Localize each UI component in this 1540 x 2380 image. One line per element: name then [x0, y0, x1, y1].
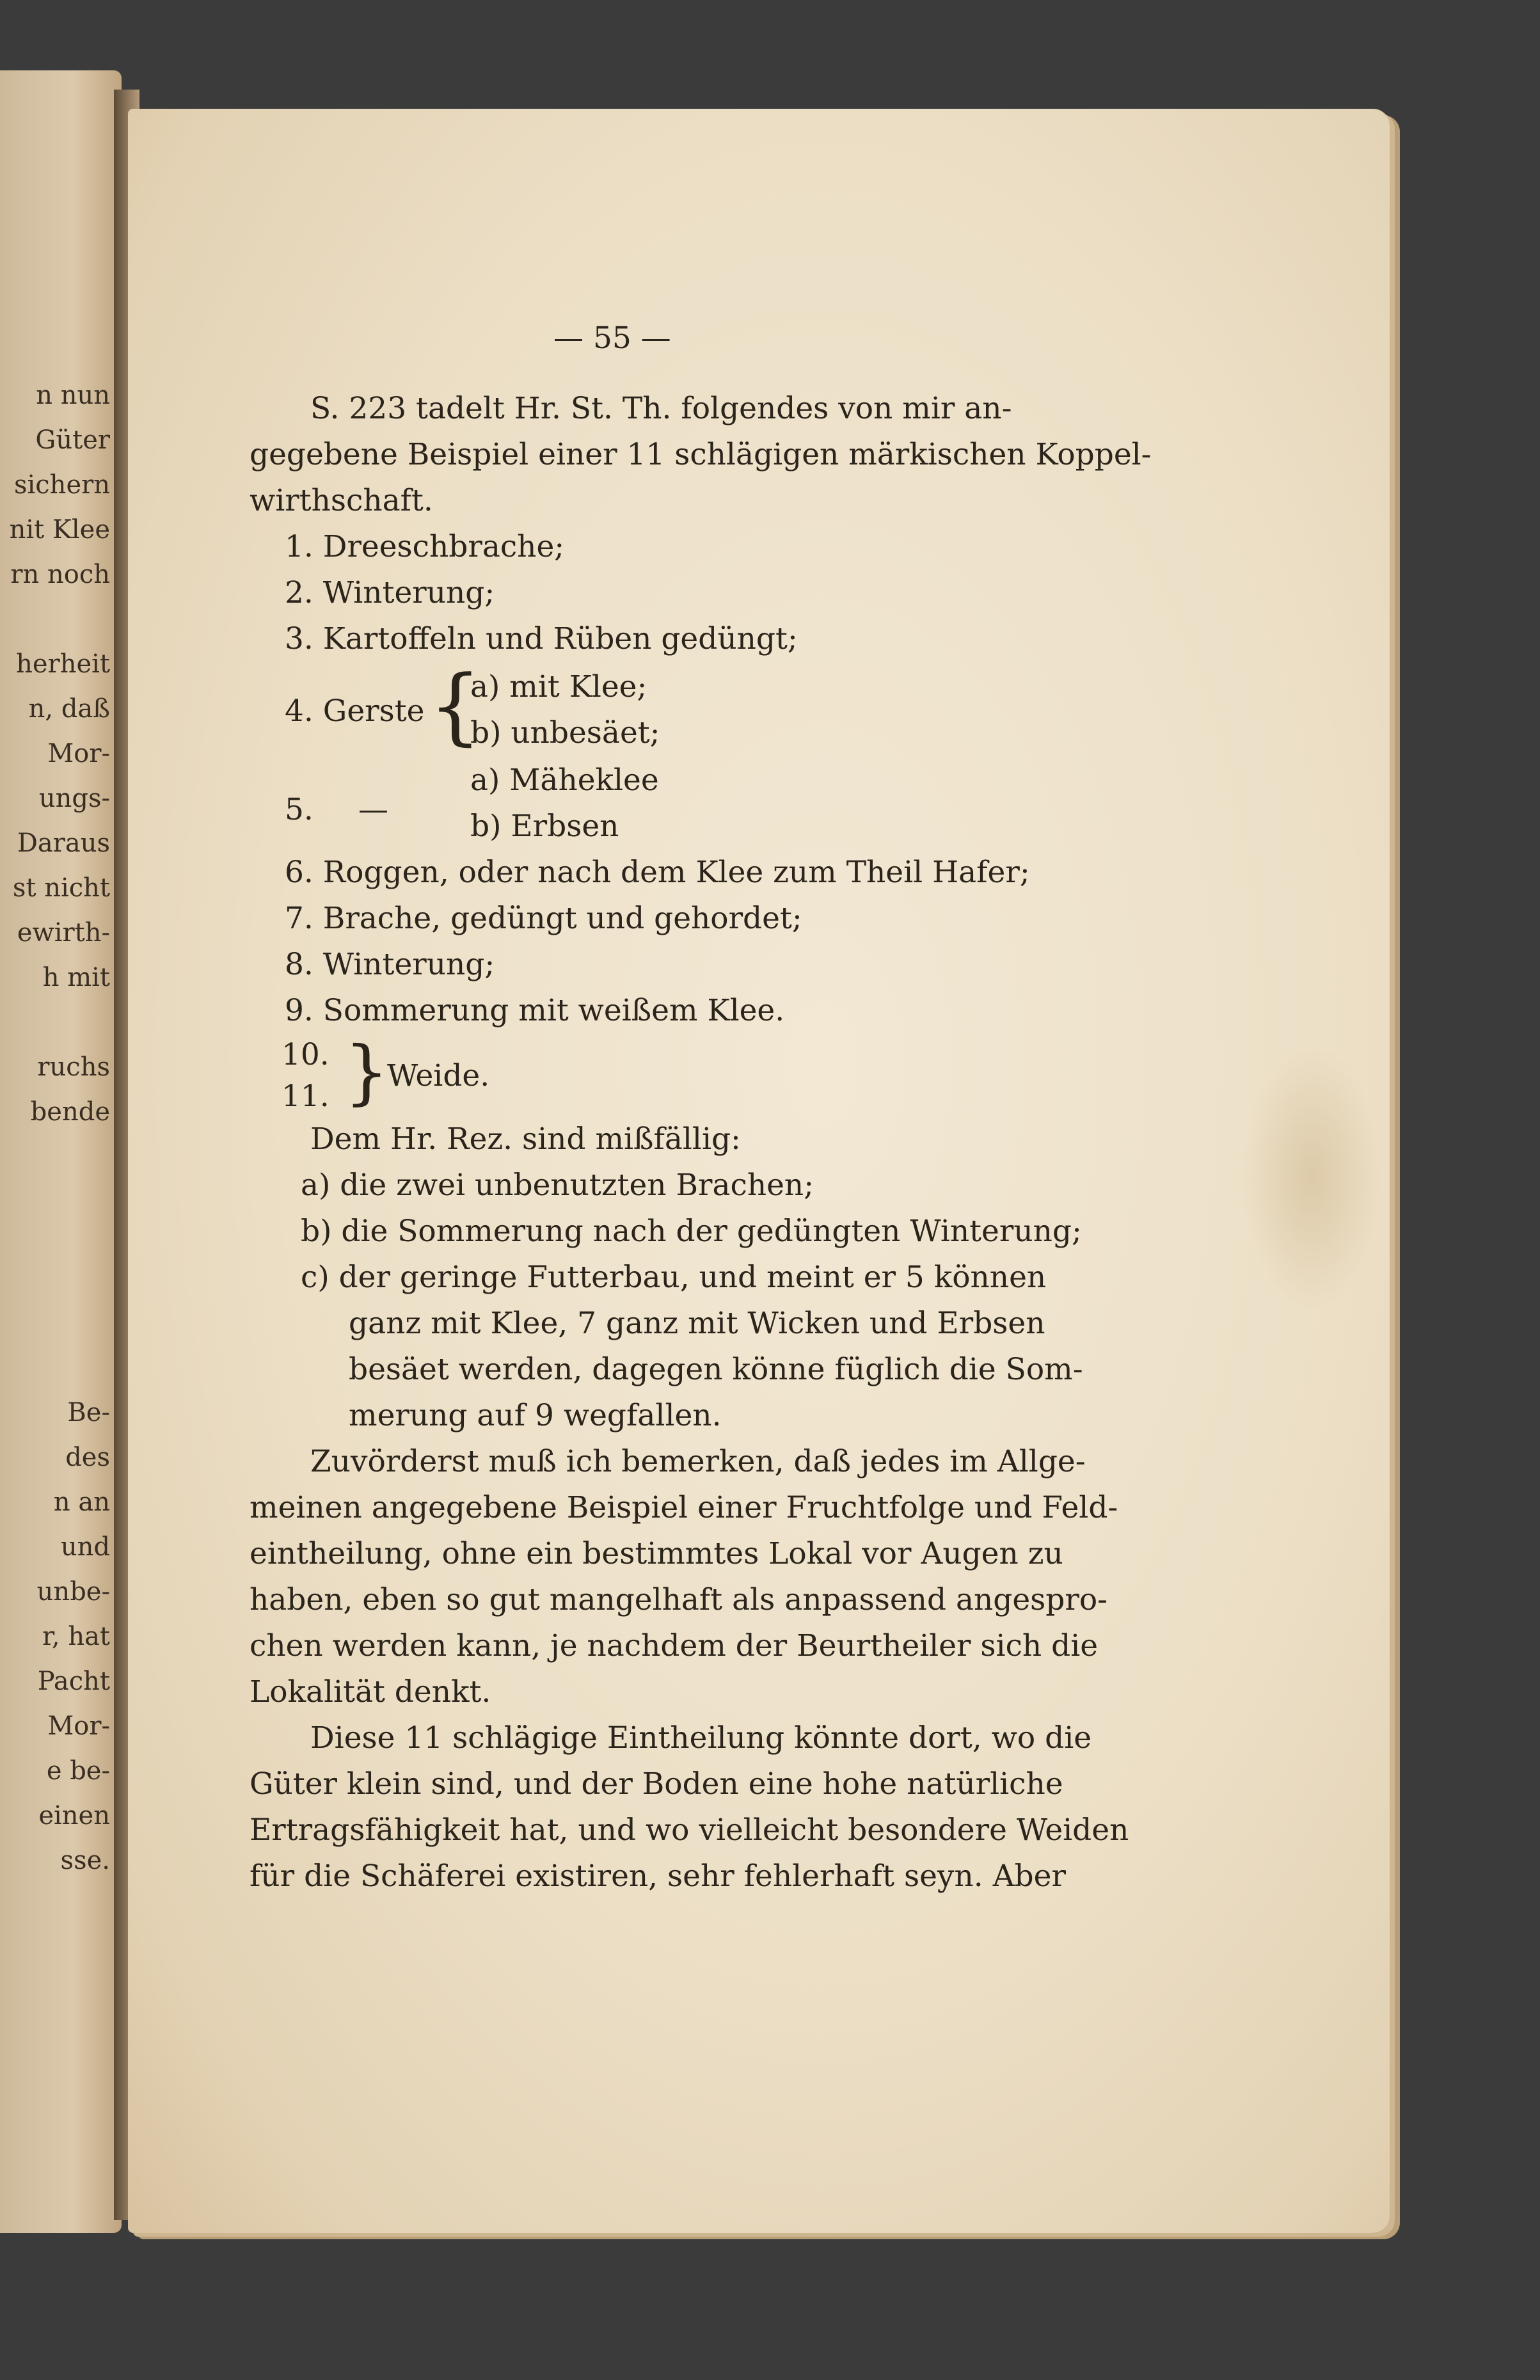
facing-page-fragment: Pacht: [37, 1667, 110, 1696]
facing-page-fragment: Be-: [67, 1398, 110, 1427]
facing-page-fragment: n, daß: [28, 694, 110, 724]
page-stain: [1241, 1043, 1382, 1312]
paragraph-line: haben, eben so gut mangelhaft als anpassend angespro-: [250, 1582, 1108, 1617]
paragraph-line: Lokalität denkt.: [250, 1674, 491, 1710]
facing-page-fragment: sichern: [13, 470, 110, 500]
rotation-item: Weide.: [387, 1058, 490, 1093]
facing-page-fragment: bende: [30, 1097, 110, 1127]
brace-icon: {: [429, 657, 482, 754]
criticism-item: b) die Sommerung nach der gedüngten Winterung;: [301, 1214, 1082, 1249]
facing-page: [0, 70, 122, 2233]
rotation-item: 9. Sommerung mit weißem Klee.: [285, 993, 785, 1028]
paragraph-line: chen werden kann, je nachdem der Beurtheiler sich die: [250, 1628, 1099, 1663]
rotation-subitem: b) Erbsen: [470, 809, 619, 844]
rotation-subitem: b) unbesäet;: [470, 715, 660, 750]
brace-icon: }: [344, 1031, 389, 1113]
facing-page-fragment: rn noch: [10, 560, 110, 589]
facing-page-fragment: des: [65, 1443, 110, 1472]
facing-page-fragment: h mit: [42, 963, 110, 992]
facing-page-fragment: r, hat: [42, 1622, 110, 1651]
rotation-item-label: 11.: [282, 1079, 329, 1114]
facing-page-fragment: n an: [53, 1488, 110, 1517]
intro-line: wirthschaft.: [250, 483, 433, 518]
paragraph-line: Ertragsfähigkeit hat, und wo vielleicht besondere Weiden: [250, 1813, 1129, 1848]
page-number: — 55 —: [553, 321, 671, 356]
criticism-item: ganz mit Klee, 7 ganz mit Wicken und Erbsen: [349, 1306, 1045, 1341]
facing-page-fragment: e be-: [46, 1756, 110, 1786]
facing-page-fragment: nit Klee: [9, 515, 110, 544]
intro-line: S. 223 tadelt Hr. St. Th. folgendes von mir an-: [310, 391, 1012, 426]
paragraph-line: Zuvörderst muß ich bemerken, daß jedes im Allge-: [310, 1444, 1086, 1479]
paragraph-line: Güter klein sind, und der Boden eine hohe natürliche: [250, 1766, 1063, 1802]
paragraph-line: eintheilung, ohne ein bestimmtes Lokal vor Augen zu: [250, 1536, 1063, 1571]
facing-page-fragment: ungs-: [38, 784, 110, 813]
facing-page-fragment: unbe-: [36, 1577, 110, 1606]
facing-page-fragment: n nun: [36, 381, 110, 410]
facing-page-fragment: Mor-: [47, 739, 110, 768]
facing-page-fragment: ewirth-: [17, 918, 110, 948]
facing-page-fragment: und: [60, 1532, 110, 1562]
rotation-item: 1. Dreeschbrache;: [285, 529, 565, 564]
facing-page-fragment: herheit: [16, 649, 110, 679]
paragraph-line: Diese 11 schlägige Eintheilung könnte dort, wo die: [310, 1720, 1092, 1756]
intro-line: gegebene Beispiel einer 11 schlägigen märkischen Koppel-: [250, 437, 1152, 472]
facing-page-fragment: ruchs: [37, 1052, 110, 1082]
rotation-item: 6. Roggen, oder nach dem Klee zum Theil Hafer;: [285, 855, 1030, 890]
rotation-item-label: 10.: [282, 1037, 329, 1072]
rotation-subitem: a) Mäheklee: [470, 763, 659, 798]
criticism-item: a) die zwei unbenutzten Brachen;: [301, 1168, 814, 1203]
paragraph-line: für die Schäferei existiren, sehr fehlerhaft seyn. Aber: [250, 1859, 1066, 1894]
facing-page-fragment: Mor-: [47, 1711, 110, 1741]
rotation-item: 7. Brache, gedüngt und gehordet;: [285, 901, 802, 936]
criticism-lead: Dem Hr. Rez. sind mißfällig:: [310, 1122, 741, 1157]
rotation-item-label: 4. Gerste: [285, 694, 425, 729]
criticism-item: c) der geringe Futterbau, und meint er 5 können: [301, 1260, 1047, 1295]
facing-page-fragment: st nicht: [12, 873, 110, 903]
criticism-item: merung auf 9 wegfallen.: [349, 1398, 722, 1433]
facing-page-fragment: einen: [38, 1801, 110, 1830]
rotation-dash: —: [358, 792, 388, 827]
criticism-item: besäet werden, dagegen könne füglich die Som-: [349, 1352, 1083, 1387]
facing-page-fragment: Güter: [35, 425, 110, 455]
paragraph-line: meinen angegebene Beispiel einer Fruchtfolge und Feld-: [250, 1490, 1118, 1525]
facing-page-fragment: sse.: [60, 1846, 110, 1875]
rotation-item: 3. Kartoffeln und Rüben gedüngt;: [285, 621, 798, 656]
facing-page-fragment: Daraus: [17, 829, 110, 858]
rotation-subitem: a) mit Klee;: [470, 669, 647, 704]
rotation-item-label: 5.: [285, 792, 314, 827]
rotation-item: 8. Winterung;: [285, 947, 495, 982]
rotation-item: 2. Winterung;: [285, 575, 495, 610]
